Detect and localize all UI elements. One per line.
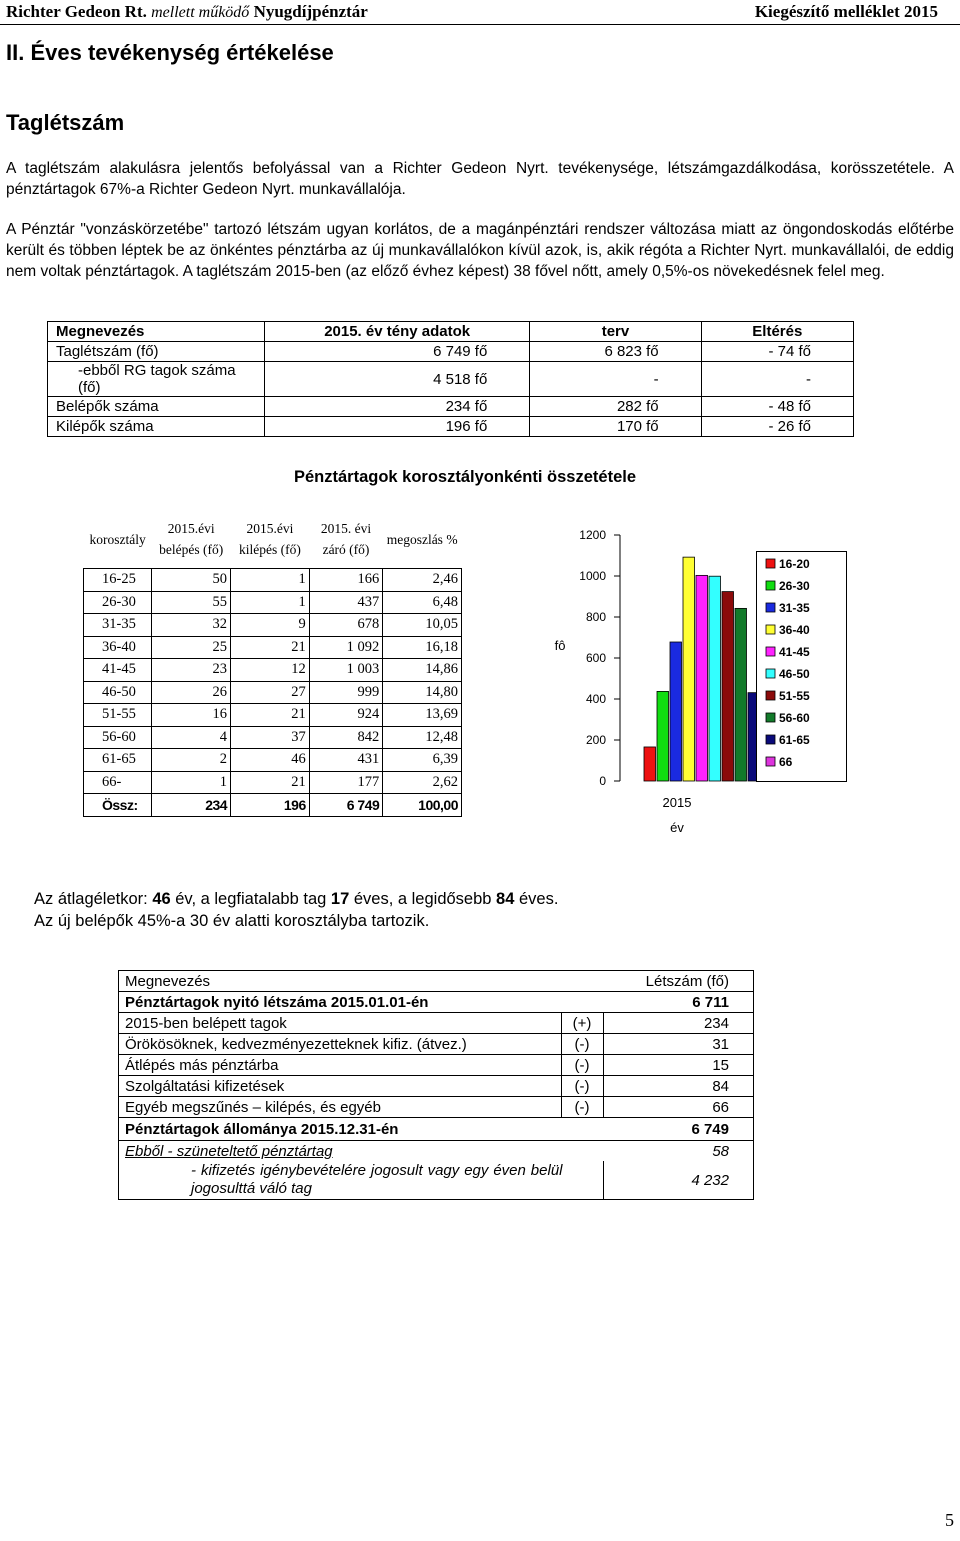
summary-cell: Taglétszám (fő) xyxy=(48,342,265,362)
bar-46-50 xyxy=(709,576,721,781)
y-tick-label: 800 xyxy=(585,610,606,624)
change-cell: (-) xyxy=(561,1034,603,1055)
stats-text: éves. xyxy=(514,890,559,908)
age-cell: 50 xyxy=(152,569,231,592)
bar-36-40 xyxy=(683,557,695,781)
table-row xyxy=(84,749,462,772)
change-header-cell: Létszám (fő) xyxy=(603,971,754,992)
table-row xyxy=(84,681,462,704)
age-cell: 66- xyxy=(84,771,152,794)
age-cell: 166 xyxy=(309,569,383,592)
summary-cell: Belépők száma xyxy=(48,397,265,417)
age-table xyxy=(83,510,462,817)
age-cell: 12,48 xyxy=(383,726,462,749)
age-cell: 61-65 xyxy=(84,749,152,772)
section-title: II. Éves tevékenység értékelése xyxy=(6,40,334,65)
y-tick-label: 400 xyxy=(585,692,606,706)
age-cell: 924 xyxy=(309,704,383,727)
age-cell: 6,39 xyxy=(383,749,462,772)
change-cell: Ebből - szüneteltető pénztártag xyxy=(119,1141,562,1162)
change-header-cell: Megnevezés xyxy=(119,971,562,992)
age-stats xyxy=(34,888,558,932)
legend-label: 41-45 xyxy=(779,645,810,659)
summary-header-cell: 2015. év tény adatok xyxy=(265,322,530,342)
age-cell: 21 xyxy=(231,771,310,794)
summary-cell: - 74 fő xyxy=(701,342,853,362)
change-header-cell xyxy=(561,971,603,992)
change-cell: 84 xyxy=(603,1076,754,1097)
change-cell: 66 xyxy=(603,1097,754,1118)
page-number: 5 xyxy=(945,1510,954,1530)
paragraph-2: A Pénztár "vonzáskörzetébe" tartozó létszám ugyan korlátos, de a magánpénztári rendszer változása miatt az öngondoskodás előtérbe került és többen léptek be az önkéntes pénztárba az új munkavállalókon kívül azok, is, akik régóta a Richter Nyrt. munkavállalói, de eddig nem voltak pénztártagok. A taglétszám 2015-ben (az előző évhez képest) 38 fővel nőtt, amely 0,5%-os növekedésnek felel meg. xyxy=(6,221,954,280)
age-cell: 6,48 xyxy=(383,591,462,614)
age-cell: 678 xyxy=(309,614,383,637)
change-cell: 234 xyxy=(603,1013,754,1034)
age-total-cell: 6 749 xyxy=(309,794,383,817)
age-header-cell: korosztály xyxy=(89,531,146,547)
age-cell: 51-55 xyxy=(84,704,152,727)
header-fund: Nyugdíjpénztár xyxy=(253,2,368,21)
summary-cell: - xyxy=(530,362,701,397)
table-row xyxy=(84,591,462,614)
legend-label: 51-55 xyxy=(779,689,810,703)
legend-swatch xyxy=(766,669,775,678)
age-cell: 23 xyxy=(152,659,231,682)
change-header-row xyxy=(119,971,754,992)
stats-text: Az átlagéletkor: xyxy=(34,890,153,908)
legend-swatch xyxy=(766,691,775,700)
y-axis-label: fô xyxy=(554,638,566,653)
legend-swatch xyxy=(766,757,775,766)
table-row xyxy=(84,704,462,727)
table-row xyxy=(84,726,462,749)
age-total-cell: 100,00 xyxy=(383,794,462,817)
stats-line-1 xyxy=(34,888,558,910)
legend-swatch xyxy=(766,581,775,590)
bar-51-55 xyxy=(722,592,734,781)
summary-cell: 6 749 fő xyxy=(265,342,530,362)
table-row xyxy=(48,397,854,417)
age-cell: 431 xyxy=(309,749,383,772)
age-cell: 13,69 xyxy=(383,704,462,727)
age-total-cell: Össz: xyxy=(84,794,152,817)
summary-cell: 4 518 fő xyxy=(265,362,530,397)
age-cell: 1 xyxy=(152,771,231,794)
summary-cell: 170 fő xyxy=(530,417,701,437)
change-cell: (-) xyxy=(561,1097,603,1118)
legend-swatch xyxy=(766,625,775,634)
age-header-row xyxy=(84,510,462,569)
age-cell: 46-50 xyxy=(84,681,152,704)
summary-cell: 196 fő xyxy=(265,417,530,437)
table-row xyxy=(119,1013,754,1034)
summary-header-cell: Eltérés xyxy=(701,322,853,342)
change-cell: (-) xyxy=(561,1076,603,1097)
table-row xyxy=(84,659,462,682)
change-cell: 15 xyxy=(603,1055,754,1076)
legend-label: 36-40 xyxy=(779,623,810,637)
age-cell: 26 xyxy=(152,681,231,704)
age-cell: 56-60 xyxy=(84,726,152,749)
age-cell: 26-30 xyxy=(84,591,152,614)
age-cell: 1 xyxy=(231,569,310,592)
table-row xyxy=(119,1141,754,1162)
age-cell: 1 092 xyxy=(309,636,383,659)
chart-legend xyxy=(756,551,848,783)
subsection-title: Taglétszám xyxy=(6,110,125,135)
legend-swatch xyxy=(766,559,775,568)
table-row xyxy=(84,614,462,637)
age-cell: 37 xyxy=(231,726,310,749)
summary-cell: 282 fő xyxy=(530,397,701,417)
table-row xyxy=(84,771,462,794)
age-cell: 2 xyxy=(152,749,231,772)
age-cell: 31-35 xyxy=(84,614,152,637)
age-total-row xyxy=(84,794,462,817)
age-cell: 2,62 xyxy=(383,771,462,794)
age-cell: 16,18 xyxy=(383,636,462,659)
stats-line-2: Az új belépők 45%-a 30 év alatti korosztályba tartozik. xyxy=(34,912,430,930)
summary-cell: Kilépők száma xyxy=(48,417,265,437)
age-total-cell: 234 xyxy=(152,794,231,817)
page-header xyxy=(0,0,960,25)
header-left xyxy=(6,2,368,22)
y-tick-label: 0 xyxy=(599,774,606,788)
change-cell: (-) xyxy=(561,1055,603,1076)
age-section-title: Pénztártagok korosztályonkénti összetétele xyxy=(293,468,637,486)
age-header-cell: 2015. évi záró (fő) xyxy=(320,521,372,557)
average-age: 46 xyxy=(152,890,171,908)
change-cell: 2015-ben belépett tagok xyxy=(119,1013,562,1034)
y-tick-label: 600 xyxy=(585,651,606,665)
table-row xyxy=(48,362,854,397)
change-cell: 6 711 xyxy=(603,992,754,1013)
bar-56-60 xyxy=(735,608,747,781)
table-row xyxy=(48,342,854,362)
change-cell: 58 xyxy=(603,1141,754,1162)
y-tick-label: 1200 xyxy=(579,528,606,542)
age-cell: 9 xyxy=(231,614,310,637)
table-row xyxy=(119,1118,754,1141)
summary-table xyxy=(47,321,854,437)
summary-cell: -ebből RG tagok száma (fő) xyxy=(48,362,265,397)
table-row xyxy=(119,1076,754,1097)
legend-swatch xyxy=(766,647,775,656)
table-row xyxy=(119,1055,754,1076)
y-tick-label: 200 xyxy=(585,733,606,747)
age-cell: 1 xyxy=(231,591,310,614)
youngest-age: 17 xyxy=(330,890,350,908)
change-cell xyxy=(561,992,603,1013)
table-row xyxy=(84,636,462,659)
age-cell: 25 xyxy=(152,636,231,659)
change-cell: 6 749 xyxy=(603,1118,754,1141)
age-cell: 999 xyxy=(309,681,383,704)
summary-cell: 6 823 fő xyxy=(530,342,701,362)
bar-41-45 xyxy=(696,575,708,781)
age-header-cell: 2015.évi kilépés (fő) xyxy=(238,521,301,557)
legend-swatch xyxy=(766,735,775,744)
change-cell: 4 232 xyxy=(603,1161,754,1200)
age-cell: 16-25 xyxy=(84,569,152,592)
header-managed-by: mellett működő xyxy=(151,4,250,21)
age-cell: 2,46 xyxy=(383,569,462,592)
age-cell: 14,86 xyxy=(383,659,462,682)
legend-swatch xyxy=(766,603,775,612)
age-cell: 10,05 xyxy=(383,614,462,637)
x-axis-label: év xyxy=(670,820,684,835)
header-doc-label: Kiegészítő melléklet 2015 xyxy=(754,2,938,21)
age-cell: 12 xyxy=(231,659,310,682)
summary-header-cell: terv xyxy=(530,322,701,342)
age-cell: 14,80 xyxy=(383,681,462,704)
legend-label: 31-35 xyxy=(779,601,810,615)
change-cell: Átlépés más pénztárba xyxy=(119,1055,562,1076)
summary-cell: - 26 fő xyxy=(701,417,853,437)
age-header-cell: megoszlás % xyxy=(386,531,458,547)
membership-change-table xyxy=(118,970,754,1200)
summary-cell: 234 fő xyxy=(265,397,530,417)
age-cell: 1 003 xyxy=(309,659,383,682)
age-cell: 16 xyxy=(152,704,231,727)
age-cell: 437 xyxy=(309,591,383,614)
change-cell: Szolgáltatási kifizetések xyxy=(119,1076,562,1097)
bar-31-35 xyxy=(670,642,682,781)
age-cell: 21 xyxy=(231,704,310,727)
summary-header-row xyxy=(48,322,854,342)
summary-header-cell: Megnevezés xyxy=(48,322,265,342)
legend-label: 46-50 xyxy=(779,667,810,681)
legend-swatch xyxy=(766,713,775,722)
summary-cell: - xyxy=(701,362,853,397)
summary-cell: - 48 fő xyxy=(701,397,853,417)
change-cell xyxy=(561,1118,603,1141)
age-cell: 842 xyxy=(309,726,383,749)
bar-26-30 xyxy=(657,691,669,781)
change-cell: 31 xyxy=(603,1034,754,1055)
legend-label: 26-30 xyxy=(779,579,810,593)
legend-label: 66 xyxy=(779,755,793,769)
age-cell: 27 xyxy=(231,681,310,704)
change-cell xyxy=(561,1141,603,1162)
age-cell: 32 xyxy=(152,614,231,637)
age-cell: 21 xyxy=(231,636,310,659)
oldest-age: 84 xyxy=(496,890,515,908)
table-row xyxy=(48,417,854,437)
table-row xyxy=(84,569,462,592)
stats-text: év, a legfiatalabb tag xyxy=(170,890,331,908)
bar-16-20 xyxy=(644,747,656,781)
y-tick-label: 1000 xyxy=(579,569,606,583)
change-cell: Pénztártagok állománya 2015.12.31-én xyxy=(119,1118,562,1141)
legend-label: 61-65 xyxy=(779,733,810,747)
age-cell: 46 xyxy=(231,749,310,772)
age-cell: 4 xyxy=(152,726,231,749)
age-cell: 36-40 xyxy=(84,636,152,659)
change-cell: (+) xyxy=(561,1013,603,1034)
table-row xyxy=(119,1161,754,1200)
age-cell: 177 xyxy=(309,771,383,794)
change-cell: Pénztártagok nyitó létszáma 2015.01.01-én xyxy=(119,992,562,1013)
x-category-label: 2015 xyxy=(662,795,692,810)
age-total-cell: 196 xyxy=(231,794,310,817)
change-cell: Örökösöknek, kedvezményezetteknek kifiz. (átvez.) xyxy=(119,1034,562,1055)
stats-text: éves, a legidősebb xyxy=(349,890,497,908)
change-cell: Egyéb megszűnés – kilépés, és egyéb xyxy=(119,1097,562,1118)
table-row xyxy=(119,1034,754,1055)
paragraph-1: A taglétszám alakulásra jelentős befolyással van a Richter Gedeon Nyrt. tevékenysége, létszámgazdálkodása, korösszetétele. A pénztártagok 67%-a Richter Gedeon Nyrt. munkavállalója. xyxy=(6,160,954,198)
age-cell: 55 xyxy=(152,591,231,614)
age-header-cell: 2015.évi belépés (fő) xyxy=(159,521,224,557)
legend-label: 16-20 xyxy=(779,557,810,571)
legend-label: 56-60 xyxy=(779,711,810,725)
header-company: Richter Gedeon Rt. xyxy=(6,2,147,21)
age-cell: 41-45 xyxy=(84,659,152,682)
table-row xyxy=(119,1097,754,1118)
table-row xyxy=(119,992,754,1013)
change-cell: - kifizetés igénybevételére jogosult vagy egy éven belül jogosulttá váló tag xyxy=(119,1161,604,1200)
